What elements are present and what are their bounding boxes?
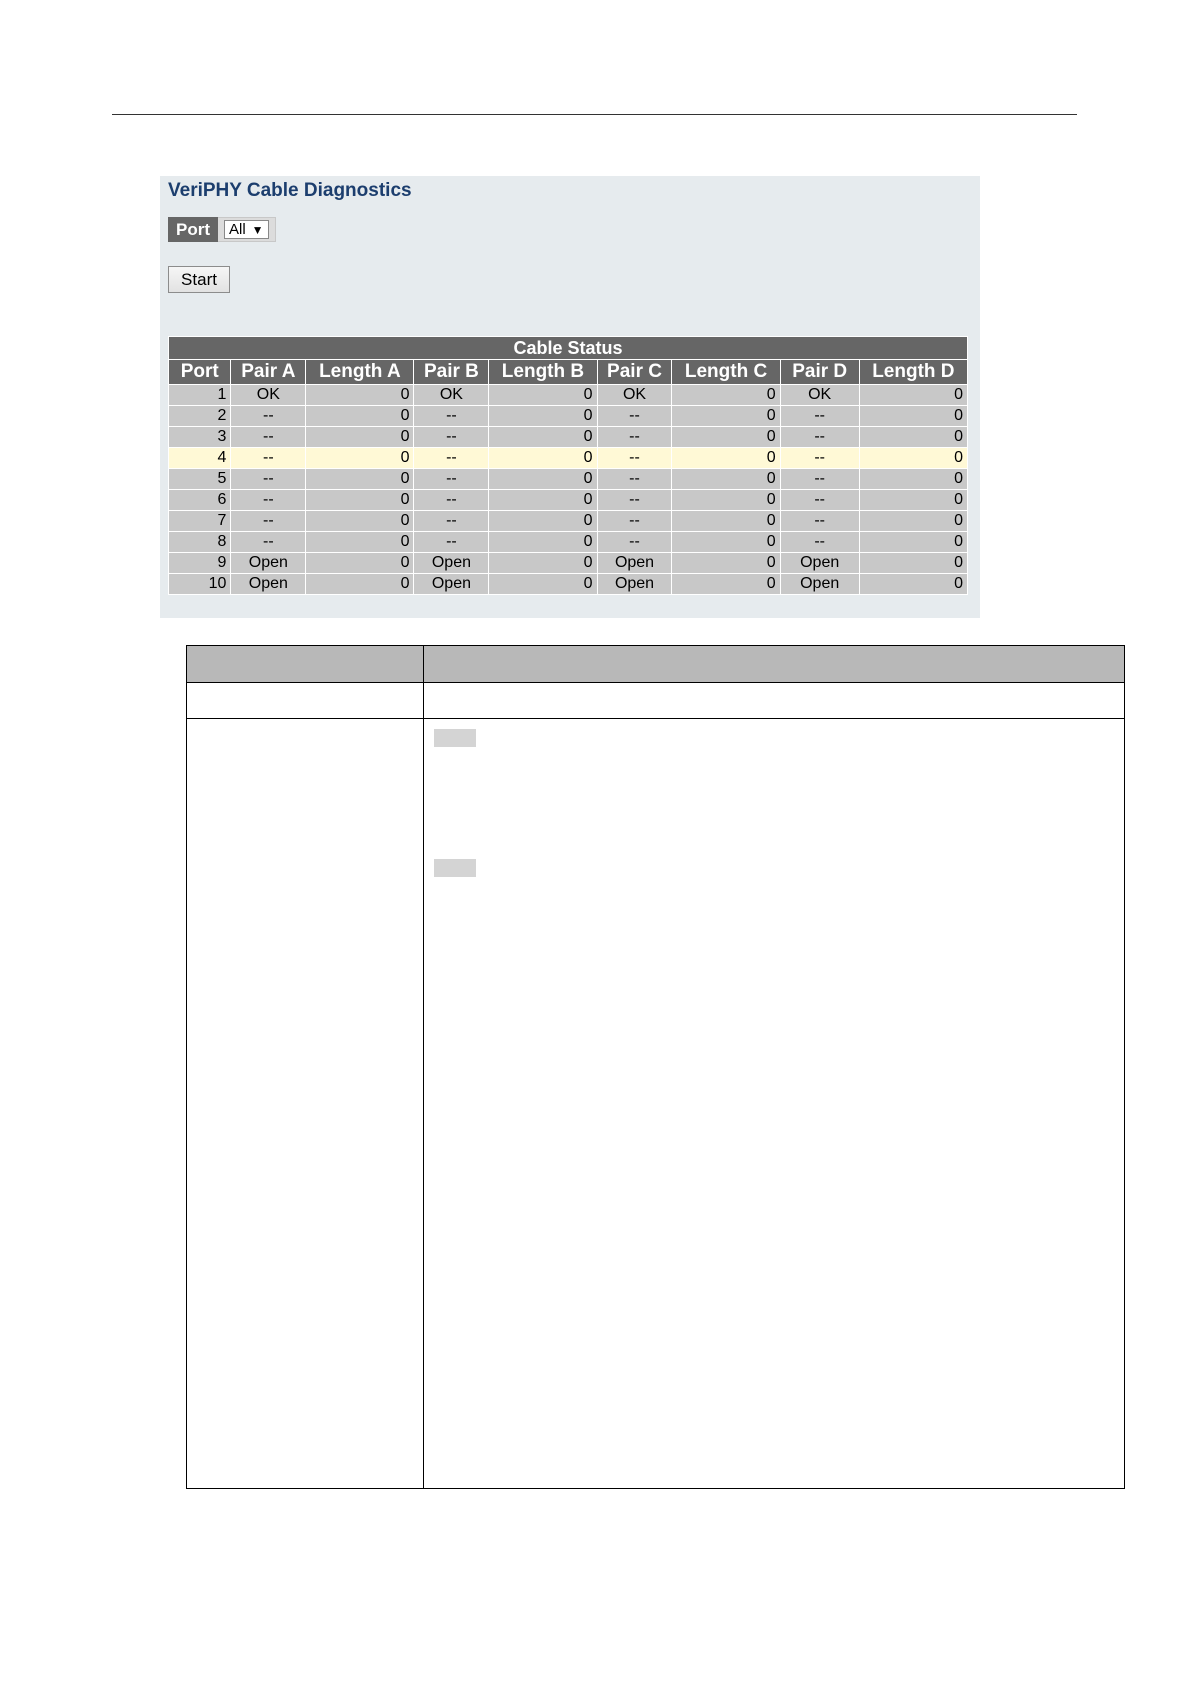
veriphy-panel bbox=[160, 176, 980, 618]
table-cell: -- bbox=[414, 511, 489, 532]
table-cell: 0 bbox=[489, 490, 597, 511]
table-cell: 10 bbox=[169, 574, 231, 595]
table-cell: -- bbox=[231, 511, 306, 532]
page-header-rule bbox=[112, 114, 1077, 115]
table-cell: -- bbox=[231, 532, 306, 553]
table-cell: 0 bbox=[859, 490, 967, 511]
dropdown-arrow-icon: ▼ bbox=[251, 222, 264, 237]
table-cell: -- bbox=[597, 490, 672, 511]
column-header: Pair A bbox=[231, 360, 306, 385]
column-divider bbox=[423, 646, 424, 1488]
table-cell: 0 bbox=[306, 385, 414, 406]
table-cell: 0 bbox=[489, 406, 597, 427]
table-cell: -- bbox=[231, 490, 306, 511]
button-image-placeholder bbox=[434, 729, 476, 747]
table-cell: 7 bbox=[169, 511, 231, 532]
table-cell: 0 bbox=[672, 406, 780, 427]
table-cell: 0 bbox=[859, 553, 967, 574]
start-button[interactable]: Start bbox=[168, 266, 230, 293]
table-row bbox=[169, 427, 968, 448]
table-cell: 0 bbox=[306, 469, 414, 490]
table-cell: 0 bbox=[306, 427, 414, 448]
page-title: VeriPHY Cable Diagnostics bbox=[168, 180, 412, 201]
port-select[interactable] bbox=[224, 220, 269, 239]
table-cell: Open bbox=[231, 553, 306, 574]
table-cell: 3 bbox=[169, 427, 231, 448]
table-cell: OK bbox=[597, 385, 672, 406]
column-header: Length D bbox=[859, 360, 967, 385]
table-cell: 0 bbox=[489, 553, 597, 574]
table-cell: 0 bbox=[489, 385, 597, 406]
table-cell: 0 bbox=[489, 469, 597, 490]
table-cell: -- bbox=[231, 427, 306, 448]
table-cell: -- bbox=[597, 427, 672, 448]
table-cell: 0 bbox=[859, 406, 967, 427]
table-cell: -- bbox=[597, 469, 672, 490]
table-cell: 5 bbox=[169, 469, 231, 490]
column-header: Pair B bbox=[414, 360, 489, 385]
port-filter bbox=[168, 217, 276, 242]
table-caption: Cable Status bbox=[169, 337, 968, 360]
table-cell: 0 bbox=[859, 532, 967, 553]
port-select-wrap bbox=[218, 217, 276, 242]
table-cell: -- bbox=[231, 448, 306, 469]
table-cell: 0 bbox=[672, 385, 780, 406]
table-cell: Open bbox=[414, 553, 489, 574]
table-cell: -- bbox=[597, 448, 672, 469]
table-cell: 0 bbox=[489, 448, 597, 469]
table-cell: 6 bbox=[169, 490, 231, 511]
table-row bbox=[169, 490, 968, 511]
column-header: Length A bbox=[306, 360, 414, 385]
column-header: Length C bbox=[672, 360, 780, 385]
port-select-value: All bbox=[229, 221, 246, 238]
table-cell: -- bbox=[414, 490, 489, 511]
table-row bbox=[169, 553, 968, 574]
table-cell: 2 bbox=[169, 406, 231, 427]
table-cell: 9 bbox=[169, 553, 231, 574]
table-cell: Open bbox=[780, 553, 859, 574]
table-cell: -- bbox=[780, 511, 859, 532]
table-cell: -- bbox=[597, 511, 672, 532]
table-cell: 0 bbox=[672, 553, 780, 574]
table-cell: -- bbox=[597, 532, 672, 553]
table-cell: 0 bbox=[306, 448, 414, 469]
column-header: Pair C bbox=[597, 360, 672, 385]
table-cell: -- bbox=[414, 427, 489, 448]
table-cell: -- bbox=[780, 469, 859, 490]
table-row bbox=[169, 469, 968, 490]
table-cell: 0 bbox=[306, 406, 414, 427]
table-cell: 0 bbox=[859, 511, 967, 532]
table-cell: 0 bbox=[306, 532, 414, 553]
table-cell: -- bbox=[597, 406, 672, 427]
table-cell: -- bbox=[414, 406, 489, 427]
table-row bbox=[169, 511, 968, 532]
parameter-description-table bbox=[186, 645, 1125, 1489]
table-cell: -- bbox=[780, 448, 859, 469]
table-cell: Open bbox=[414, 574, 489, 595]
table-cell: -- bbox=[414, 448, 489, 469]
table-row bbox=[169, 574, 968, 595]
table-cell: Open bbox=[597, 553, 672, 574]
table-cell: 0 bbox=[672, 532, 780, 553]
table-cell: Open bbox=[231, 574, 306, 595]
table-cell: 0 bbox=[672, 427, 780, 448]
table-cell: 0 bbox=[489, 532, 597, 553]
table-cell: -- bbox=[780, 427, 859, 448]
column-header: Port bbox=[169, 360, 231, 385]
table-cell: 0 bbox=[672, 469, 780, 490]
table-cell: -- bbox=[780, 532, 859, 553]
table-cell: 0 bbox=[489, 511, 597, 532]
table-cell: 4 bbox=[169, 448, 231, 469]
table-cell: 0 bbox=[859, 574, 967, 595]
table-cell: 8 bbox=[169, 532, 231, 553]
table-cell: 0 bbox=[489, 427, 597, 448]
table-row bbox=[169, 406, 968, 427]
table-cell: -- bbox=[414, 532, 489, 553]
table-cell: 0 bbox=[489, 574, 597, 595]
table-cell: 0 bbox=[859, 448, 967, 469]
table-cell: 1 bbox=[169, 385, 231, 406]
table-cell: 0 bbox=[306, 574, 414, 595]
table-row bbox=[169, 385, 968, 406]
table-cell: 0 bbox=[859, 427, 967, 448]
table-cell: -- bbox=[414, 469, 489, 490]
table-cell: OK bbox=[780, 385, 859, 406]
table-cell: 0 bbox=[672, 511, 780, 532]
table-cell: OK bbox=[414, 385, 489, 406]
button-image-placeholder bbox=[434, 859, 476, 877]
table-cell: 0 bbox=[672, 490, 780, 511]
table-cell: -- bbox=[231, 406, 306, 427]
table-row bbox=[169, 532, 968, 553]
table-cell: 0 bbox=[306, 553, 414, 574]
table-cell: Open bbox=[597, 574, 672, 595]
table-cell: 0 bbox=[859, 385, 967, 406]
table-cell: 0 bbox=[672, 574, 780, 595]
table-cell: -- bbox=[780, 406, 859, 427]
table-cell: -- bbox=[231, 469, 306, 490]
description-row bbox=[187, 683, 1124, 719]
table-row bbox=[169, 448, 968, 469]
table-cell: Open bbox=[780, 574, 859, 595]
column-header: Length B bbox=[489, 360, 597, 385]
table-cell: OK bbox=[231, 385, 306, 406]
port-label: Port bbox=[168, 217, 218, 242]
table-cell: 0 bbox=[306, 511, 414, 532]
table-cell: -- bbox=[780, 490, 859, 511]
column-header: Pair D bbox=[780, 360, 859, 385]
cable-status-table bbox=[168, 336, 968, 595]
table-cell: 0 bbox=[672, 448, 780, 469]
description-table-header bbox=[187, 646, 1124, 683]
table-cell: 0 bbox=[306, 490, 414, 511]
table-cell: 0 bbox=[859, 469, 967, 490]
